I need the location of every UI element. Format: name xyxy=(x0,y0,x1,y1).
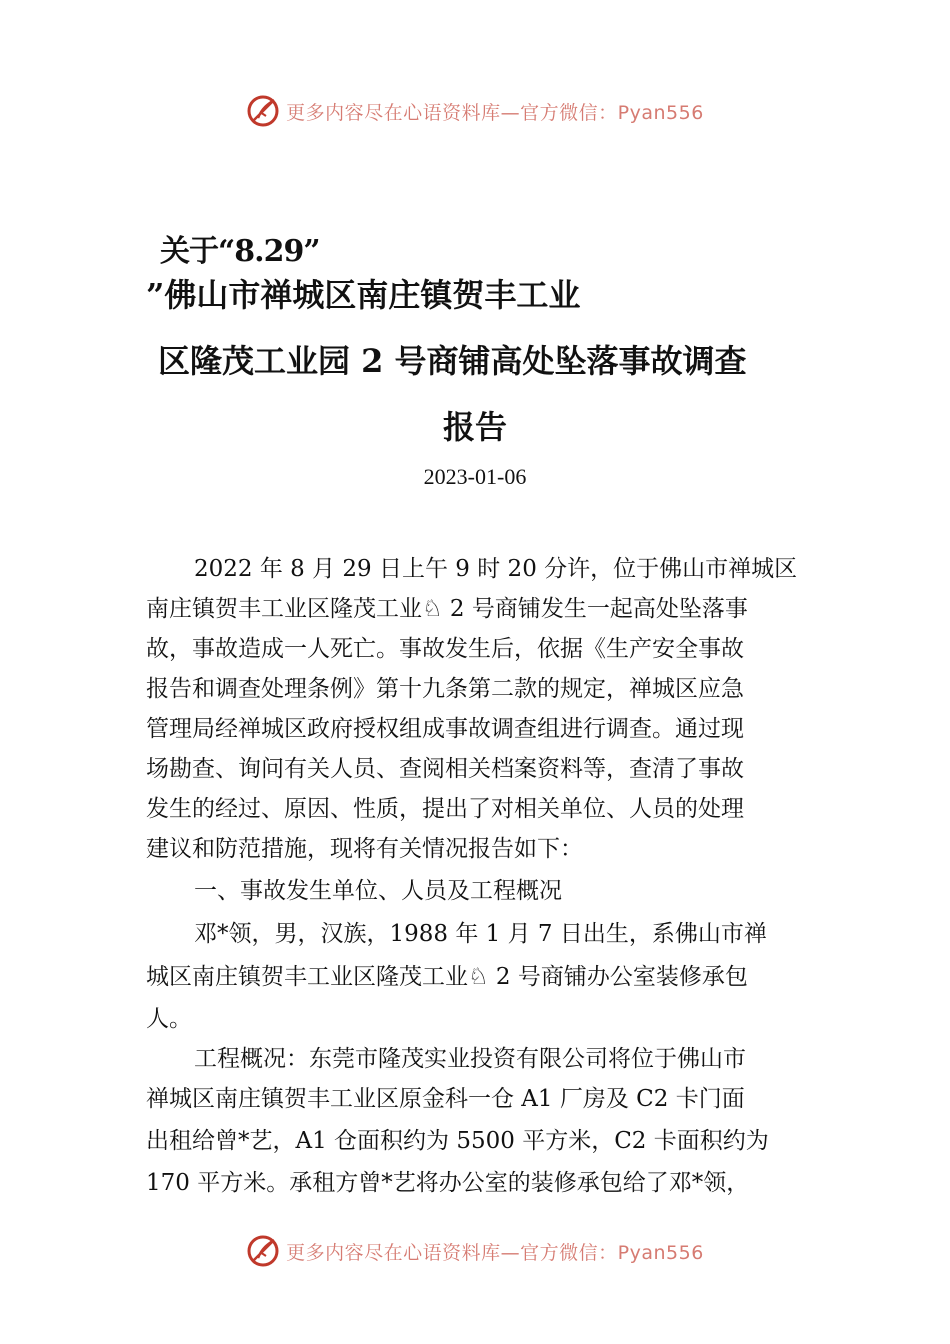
watermark-text: 更多内容尽在心语资料库—官方微信：Pyan556 xyxy=(286,101,704,124)
watermark-footer xyxy=(0,1234,950,1268)
quill-logo-icon xyxy=(246,94,280,128)
title-line-1: ”佛山市禅城区南庄镇贺丰工业 xyxy=(146,276,581,314)
body-line: 故，事故造成一人死亡。事故发生后，依据《生产安全事故 xyxy=(146,636,744,662)
title-line-2: 区隆茂工业园 2 号商铺高处坠落事故调查 xyxy=(158,342,747,380)
watermark-header xyxy=(0,94,950,128)
body-line: 禅城区南庄镇贺丰工业区原金科一仓 A1 厂房及 C2 卡门面 xyxy=(146,1086,745,1112)
quill-logo-icon xyxy=(246,1234,280,1268)
body-line: 建议和防范措施，现将有关情况报告如下： xyxy=(146,836,583,862)
body-line: 出租给曾*艺，A1 仓面积约为 5500 平方米，C2 卡面积约为 xyxy=(146,1128,769,1154)
body-line: 发生的经过、原因、性质，提出了对相关单位、人员的处理 xyxy=(146,796,744,822)
body-line: 2022 年 8 月 29 日上午 9 时 20 分许，位于佛山市禅城区 xyxy=(194,556,798,582)
section-heading: 一、事故发生单位、人员及工程概况 xyxy=(194,878,562,904)
body-line: 城区南庄镇贺丰工业区隆茂工业♘ 2 号商铺办公室装修承包 xyxy=(146,964,748,990)
body-line: 工程概况：东莞市隆茂实业投资有限公司将位于佛山市 xyxy=(194,1046,746,1072)
title-prefix: 关于“8.29” xyxy=(160,234,320,269)
body-line: 人。 xyxy=(146,1006,192,1032)
body-line: 报告和调查处理条例》第十九条第二款的规定，禅城区应急 xyxy=(146,676,744,702)
body-line: 170 平方米。承租方曾*艺将办公室的装修承包给了邓*领， xyxy=(146,1170,750,1196)
watermark-text: 更多内容尽在心语资料库—官方微信：Pyan556 xyxy=(286,1241,704,1264)
body-line: 南庄镇贺丰工业区隆茂工业♘ 2 号商铺发生一起高处坠落事 xyxy=(146,596,748,622)
title-line-3: 报告 xyxy=(442,408,507,446)
body-line: 管理局经禅城区政府授权组成事故调查组进行调查。通过现 xyxy=(146,716,744,742)
body-line: 邓*领，男，汉族，1988 年 1 月 7 日出生，系佛山市禅 xyxy=(194,921,767,947)
document-date: 2023-01-06 xyxy=(423,464,527,489)
body-line: 场勘查、询问有关人员、查阅相关档案资料等，查清了事故 xyxy=(146,756,744,782)
